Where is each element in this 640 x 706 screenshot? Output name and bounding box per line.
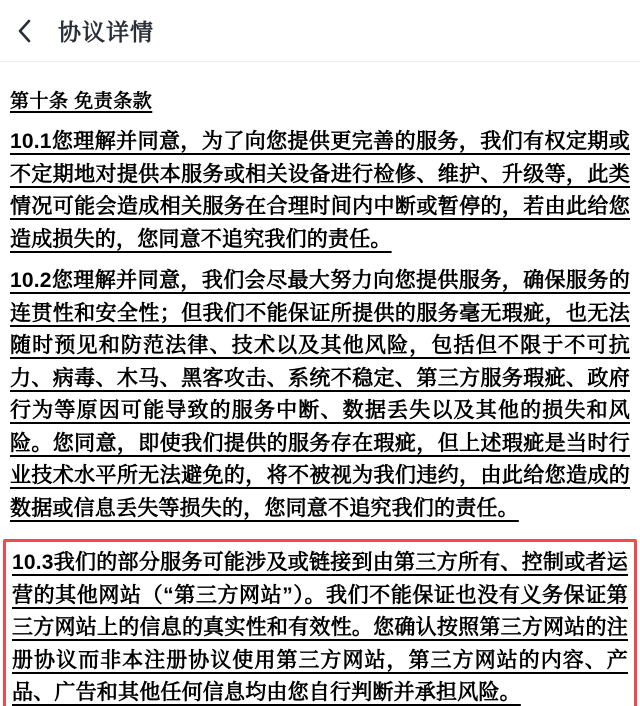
clause-10-1: 10.1您理解并同意，为了向您提供更完善的服务，我们有权定期或不定期地对提供本服务或相关设备进行检修、维护、升级等，此类情况可能会造成相关服务在合理时间内中断或暂停的，若由此给您造成损失的，您同意不追究我们的责任。 [10,130,630,251]
clause-10-2: 10.2您理解并同意，我们会尽最大努力向您提供服务，确保服务的连贯性和安全性；但我们不能保证所提供的服务毫无瑕疵，也无法随时预见和防范法律、技术以及其他风险，包括但不限于不可抗力、病毒、木马、黑客攻击、系统不稳定、第三方服务瑕疵、政府行为等原因可能导致的服务中断、数据丢失以及其他的损失和风险。您同意，即使我们提供的服务存在瑕疵，但上述瑕疵是当时行业技术水平所无法避免的，将不被视为我们违约，由此给您造成的数据或信息丢失等损失的，您同意不追究我们的责任。 [10,269,630,520]
highlighted-clause-box [3,539,637,706]
page-title: 协议详情 [58,19,154,45]
back-button[interactable] [16,14,46,48]
agreement-content [0,62,640,706]
clause-10-3: 10.3我们的部分服务可能涉及或链接到由第三方所有、控制或者运营的其他网站（“第三方网站”）。我们不能保证也没有义务保证第三方网站上的信息的真实性和有效性。您确认按照第三方网站的注册协议而非本注册协议使用第三方网站，第三方网站的内容、产品、广告和其他任何信息均由您自行判断并承担风险。 [12,551,628,704]
section-heading: 第十条 免责条款 [10,91,153,112]
header-bar [0,0,640,62]
chevron-left-icon [16,18,32,44]
